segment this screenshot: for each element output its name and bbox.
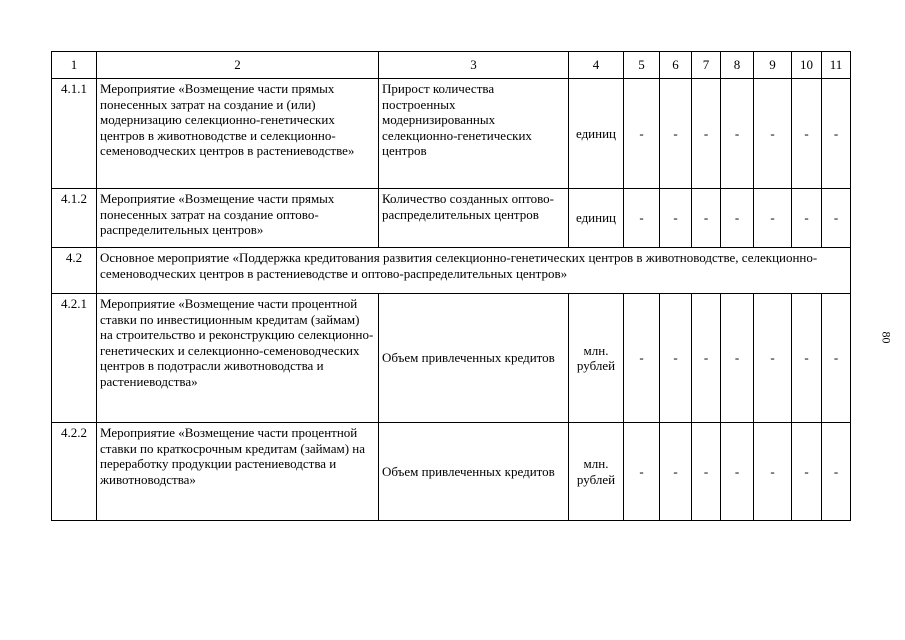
value-cell: - bbox=[692, 423, 721, 521]
value-cell: - bbox=[692, 294, 721, 423]
value-cell: - bbox=[721, 189, 754, 248]
row-number: 4.1.1 bbox=[52, 79, 97, 189]
header-cell: 7 bbox=[692, 52, 721, 79]
value-cell: - bbox=[660, 79, 692, 189]
table-row bbox=[52, 423, 851, 521]
value-cell: - bbox=[822, 294, 851, 423]
value-cell: - bbox=[660, 423, 692, 521]
header-cell: 6 bbox=[660, 52, 692, 79]
section-row bbox=[52, 248, 851, 294]
value-cell: - bbox=[624, 189, 660, 248]
value-cell: - bbox=[822, 189, 851, 248]
unit-cell: млн. рублей bbox=[569, 423, 624, 521]
value-cell: - bbox=[692, 189, 721, 248]
value-cell: - bbox=[822, 79, 851, 189]
value-cell: - bbox=[624, 423, 660, 521]
program-table bbox=[51, 51, 851, 521]
indicator-cell: Прирост количества построенных модернизированных селекционно-генетических центров bbox=[379, 79, 569, 189]
table-row bbox=[52, 79, 851, 189]
header-cell: 11 bbox=[822, 52, 851, 79]
value-cell: - bbox=[660, 294, 692, 423]
value-cell: - bbox=[754, 189, 792, 248]
section-title: Основное мероприятие «Поддержка кредитования развития селекционно-генетических центров в животноводстве, селекционно-семеноводческих центров в растениеводстве и оптово-распределительных центров» bbox=[97, 248, 851, 294]
value-cell: - bbox=[721, 294, 754, 423]
table-row bbox=[52, 294, 851, 423]
event-cell: Мероприятие «Возмещение части процентной ставки по инвестиционным кредитам (займам) на строительство и реконструкцию селекционно-генетических и селекционно-семеноводческих центров в подотрасли животноводства и растениеводства» bbox=[97, 294, 379, 423]
row-number: 4.1.2 bbox=[52, 189, 97, 248]
value-cell: - bbox=[660, 189, 692, 248]
indicator-cell: Количество созданных оптово-распределительных центров bbox=[379, 189, 569, 248]
row-number: 4.2.1 bbox=[52, 294, 97, 423]
unit-cell: единиц bbox=[569, 189, 624, 248]
header-cell: 4 bbox=[569, 52, 624, 79]
value-cell: - bbox=[624, 294, 660, 423]
event-cell: Мероприятие «Возмещение части прямых понесенных затрат на создание и (или) модернизацию селекционно-генетических центров в животноводстве и селекционно-семеноводческих центров в растениеводстве» bbox=[97, 79, 379, 189]
value-cell: - bbox=[792, 79, 822, 189]
header-cell: 8 bbox=[721, 52, 754, 79]
table-row bbox=[52, 189, 851, 248]
unit-cell: единиц bbox=[569, 79, 624, 189]
value-cell: - bbox=[792, 294, 822, 423]
value-cell: - bbox=[822, 423, 851, 521]
header-cell: 3 bbox=[379, 52, 569, 79]
header-cell: 9 bbox=[754, 52, 792, 79]
header-row bbox=[52, 52, 851, 79]
value-cell: - bbox=[721, 79, 754, 189]
header-cell: 2 bbox=[97, 52, 379, 79]
value-cell: - bbox=[721, 423, 754, 521]
value-cell: - bbox=[792, 189, 822, 248]
value-cell: - bbox=[624, 79, 660, 189]
row-number: 4.2.2 bbox=[52, 423, 97, 521]
event-cell: Мероприятие «Возмещение части прямых понесенных затрат на создание оптово-распределительных центров» bbox=[97, 189, 379, 248]
header-cell: 10 bbox=[792, 52, 822, 79]
value-cell: - bbox=[754, 294, 792, 423]
indicator-cell: Объем привлеченных кредитов bbox=[379, 294, 569, 423]
page-number: 80 bbox=[879, 331, 894, 344]
indicator-cell: Объем привлеченных кредитов bbox=[379, 423, 569, 521]
row-number: 4.2 bbox=[52, 248, 97, 294]
header-cell: 5 bbox=[624, 52, 660, 79]
event-cell: Мероприятие «Возмещение части процентной ставки по краткосрочным кредитам (займам) на переработку продукции растениеводства и животноводства» bbox=[97, 423, 379, 521]
value-cell: - bbox=[754, 423, 792, 521]
unit-cell: млн. рублей bbox=[569, 294, 624, 423]
header-cell: 1 bbox=[52, 52, 97, 79]
value-cell: - bbox=[754, 79, 792, 189]
value-cell: - bbox=[692, 79, 721, 189]
value-cell: - bbox=[792, 423, 822, 521]
